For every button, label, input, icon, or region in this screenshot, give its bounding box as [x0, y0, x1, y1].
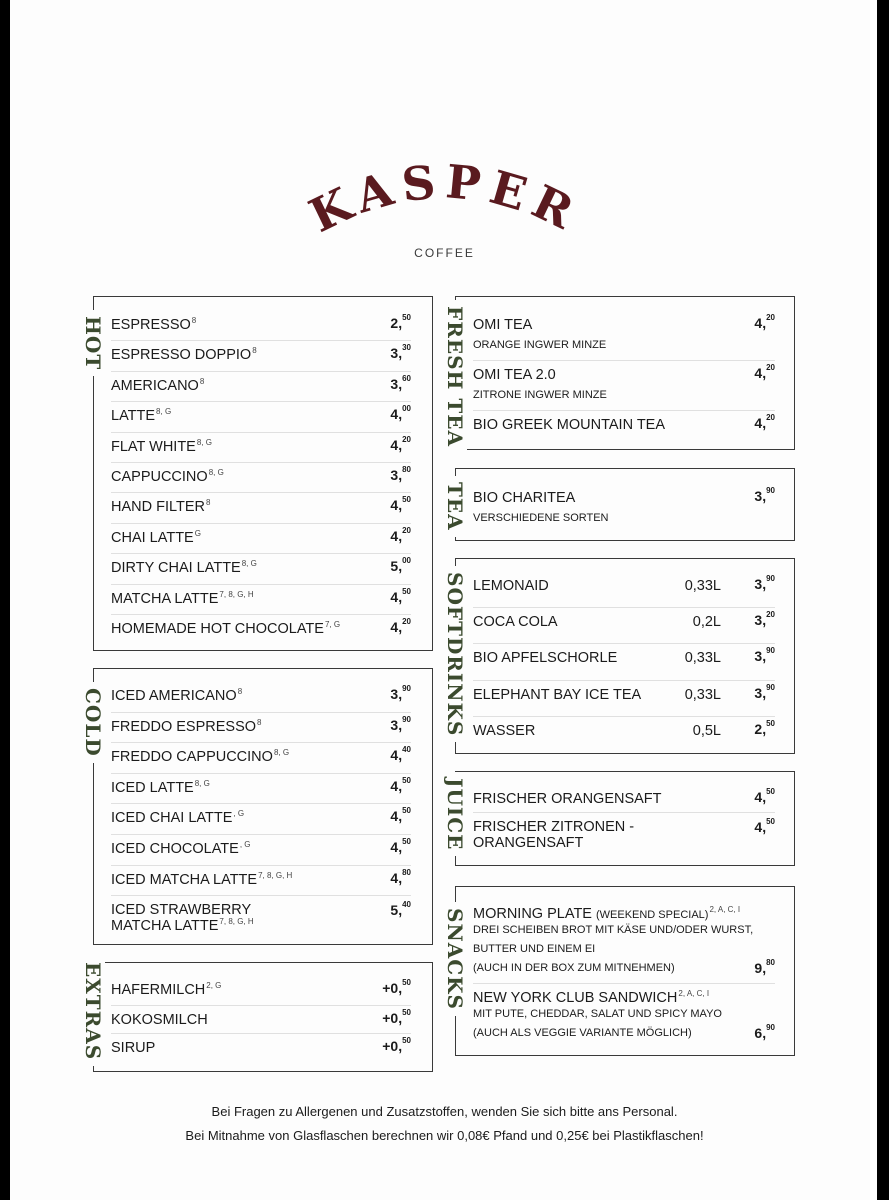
- softdrinks-item: [473, 608, 775, 644]
- allergen-codes: 2, G: [206, 981, 222, 990]
- item-name-text: ELEPHANT BAY ICE TEA: [473, 686, 642, 703]
- item-price: [390, 686, 411, 702]
- brand-tagline: COFFEE: [414, 246, 475, 260]
- snacks-item: [473, 984, 775, 1052]
- item-price: [390, 434, 411, 453]
- section-hot: HOT: [81, 310, 105, 376]
- allergen-codes: 8, G: [208, 468, 224, 477]
- item-volume: 0,2L: [692, 614, 721, 631]
- allergen-codes: 8: [206, 498, 211, 508]
- price-cents: 20: [766, 363, 775, 372]
- item-name-text: ICED AMERICANO: [111, 688, 237, 704]
- item-name: [111, 560, 257, 576]
- price-cents: 80: [402, 465, 411, 474]
- hot-item: [111, 585, 411, 615]
- item-price: [754, 315, 775, 331]
- cold-item: [111, 774, 411, 805]
- item-price: [754, 365, 775, 381]
- price-main: 9,: [754, 960, 767, 976]
- item-name: [111, 591, 254, 607]
- item-name-text: ICED MATCHA LATTE: [111, 871, 258, 888]
- item-name-text: FRISCHER ORANGENSAFT: [473, 791, 662, 807]
- item-price: [390, 586, 411, 605]
- item-price: [754, 960, 775, 976]
- item-price: [390, 902, 411, 918]
- item-price: [390, 747, 411, 763]
- item-name-text: FRISCHER ZITRONEN -: [473, 819, 635, 835]
- item-price: [754, 682, 775, 701]
- footer-allergen-note: Bei Fragen zu Allergenen und Zusatzstoffen, wenden Sie sich bitte ans Personal.: [211, 1104, 678, 1119]
- price-main: 3,: [754, 648, 767, 665]
- item-name-text: FREDDO ESPRESSO: [111, 718, 257, 735]
- price-main: 4,: [390, 808, 403, 825]
- item-name-text: HAFERMILCH: [111, 982, 206, 998]
- price-cents: 50: [766, 787, 775, 796]
- extras-item: [111, 1006, 411, 1034]
- price-main: 4,: [754, 819, 767, 835]
- item-name-text: AMERICANO: [111, 377, 199, 394]
- hot-item: [111, 433, 411, 463]
- item-price: [390, 619, 411, 635]
- cold-item: [111, 835, 411, 866]
- item-price: [754, 415, 775, 431]
- price-main: 3,: [390, 345, 403, 362]
- item-name: [473, 990, 709, 1006]
- item-name: [473, 317, 532, 333]
- allergen-codes: 2, A, C, I: [709, 905, 741, 914]
- price-main: 4,: [754, 365, 767, 381]
- item-name-text: SIRUP: [111, 1040, 156, 1056]
- item-name-text: DIRTY CHAI LATTE: [111, 560, 241, 577]
- item-name-text: ESPRESSO DOPPIO: [111, 347, 252, 364]
- price-cents: 20: [402, 525, 411, 535]
- price-cents: 50: [766, 718, 775, 728]
- price-cents: 90: [766, 682, 775, 692]
- price-cents: 50: [402, 313, 411, 322]
- cold-item: [111, 682, 411, 713]
- item-description: DREI SCHEIBEN BROT MIT KÄSE UND/ODER WURST,: [473, 924, 754, 936]
- item-name-text: LATTE: [111, 408, 156, 425]
- item-description: (AUCH IN DER BOX ZUM MITNEHMEN): [473, 962, 675, 974]
- softdrinks-item: [473, 572, 775, 608]
- price-main: +0,: [382, 980, 403, 996]
- item-price: [390, 839, 411, 855]
- price-main: 3,: [390, 716, 403, 733]
- hot-item: [111, 615, 411, 645]
- price-cents: 50: [402, 495, 411, 505]
- juice-item: [473, 813, 775, 859]
- price-main: 4,: [390, 619, 403, 635]
- price-cents: 20: [766, 313, 775, 322]
- item-price: [754, 819, 775, 835]
- price-main: 4,: [754, 789, 767, 805]
- item-price: [390, 525, 411, 544]
- item-name-text: ORANGENSAFT: [473, 835, 584, 851]
- price-cents: 20: [766, 610, 775, 620]
- item-name: [473, 687, 641, 703]
- price-cents: 80: [402, 867, 411, 877]
- price-main: 3,: [754, 576, 767, 592]
- allergen-codes: 8, G: [156, 407, 172, 417]
- allergen-codes: G: [194, 528, 201, 538]
- price-cents: 50: [402, 1008, 411, 1017]
- item-name-text: LEMONAID: [473, 578, 549, 594]
- item-name: [473, 723, 535, 739]
- item-price: [390, 406, 411, 422]
- snacks-item: [473, 900, 775, 984]
- item-price: [390, 775, 411, 794]
- allergen-codes: 7, 8, G, H: [258, 870, 293, 880]
- item-name: [111, 621, 340, 637]
- item-volume: 0,33L: [684, 686, 721, 703]
- price-cents: 20: [766, 413, 775, 422]
- item-price: [390, 558, 411, 574]
- price-main: 4,: [390, 527, 403, 544]
- price-main: 4,: [390, 588, 403, 605]
- item-name-text: OMI TEA: [473, 317, 533, 333]
- price-main: 3,: [390, 467, 403, 483]
- hot-item: [111, 554, 411, 584]
- price-main: +0,: [382, 1038, 403, 1054]
- price-main: 4,: [390, 436, 403, 453]
- section-extras: EXTRAS: [81, 956, 105, 1066]
- price-main: 3,: [754, 612, 767, 629]
- price-cents: 80: [766, 958, 775, 967]
- price-cents: 50: [402, 1036, 411, 1045]
- item-name-text: COCA COLA: [473, 614, 558, 631]
- fresh-tea-item: [473, 361, 775, 411]
- allergen-codes: 7, 8, G, H: [219, 917, 254, 927]
- item-volume: 0,33L: [684, 578, 721, 594]
- price-cents: 50: [402, 806, 411, 816]
- item-name-line2: [473, 835, 583, 851]
- item-volume: 0,5L: [692, 722, 721, 739]
- price-cents: 40: [402, 900, 411, 910]
- price-main: 4,: [390, 747, 403, 764]
- price-cents: 50: [402, 586, 411, 596]
- section-juice: JUICE: [443, 772, 467, 856]
- item-name: [111, 749, 289, 765]
- item-volume: 0,33L: [684, 650, 721, 667]
- item-price: [382, 1010, 411, 1026]
- item-name: [111, 688, 242, 704]
- cold-item: [111, 743, 411, 774]
- price-cents: 00: [402, 556, 411, 566]
- item-price: [390, 467, 411, 483]
- price-main: 2,: [754, 720, 767, 737]
- item-name-text: ICED STRAWBERRY: [111, 902, 252, 919]
- price-main: 3,: [390, 375, 403, 392]
- price-main: 3,: [754, 488, 767, 504]
- price-main: 3,: [390, 686, 403, 702]
- allergen-codes: , G: [233, 809, 245, 819]
- item-price: [390, 808, 411, 824]
- price-cents: 50: [402, 978, 411, 987]
- hot-item: [111, 372, 411, 402]
- price-main: 4,: [390, 839, 403, 855]
- item-name: [111, 347, 257, 363]
- item-name-text: MATCHA LATTE: [111, 918, 219, 935]
- price-cents: 20: [402, 434, 411, 444]
- price-main: 5,: [390, 902, 403, 919]
- item-name-text: MORNING PLATE: [473, 906, 592, 922]
- item-price: [754, 718, 775, 737]
- item-name: [473, 791, 662, 807]
- item-name: [473, 906, 740, 922]
- softdrinks-item: [473, 644, 775, 680]
- item-description: ORANGE INGWER MINZE: [473, 339, 607, 351]
- item-name-text: OMI TEA 2.0: [473, 367, 556, 383]
- item-name-text: WASSER: [473, 722, 536, 739]
- item-name: [111, 530, 201, 546]
- tea-item: [473, 484, 775, 530]
- item-name-text: ICED CHOCOLATE: [111, 841, 239, 857]
- item-name: [111, 378, 204, 394]
- price-main: 4,: [390, 497, 403, 514]
- item-name-text: ICED LATTE: [111, 779, 194, 796]
- item-name: [111, 1040, 155, 1056]
- price-main: 5,: [390, 558, 403, 575]
- price-cents: 90: [766, 486, 775, 495]
- extras-item: [111, 976, 411, 1006]
- item-name: [473, 819, 634, 835]
- allergen-codes: 8: [237, 687, 243, 696]
- item-tag: (WEEKEND SPECIAL): [595, 909, 709, 921]
- item-name-text: BIO APFELSCHORLE: [473, 650, 618, 667]
- item-price: [390, 315, 411, 331]
- fresh-tea-item: [473, 411, 775, 443]
- price-cents: 90: [402, 684, 411, 693]
- item-price: [390, 373, 411, 392]
- item-name: [473, 578, 549, 594]
- item-name: [111, 719, 261, 735]
- item-name-line2: [111, 918, 254, 934]
- price-cents: 90: [766, 1023, 775, 1032]
- allergen-codes: 8: [199, 376, 205, 386]
- item-price: [390, 497, 411, 513]
- item-price: [754, 1025, 775, 1041]
- price-cents: 90: [402, 714, 411, 724]
- item-description: (AUCH ALS VEGGIE VARIANTE MÖGLICH): [473, 1027, 692, 1039]
- item-price: [390, 867, 411, 886]
- price-cents: 20: [402, 617, 411, 626]
- item-name: [111, 982, 221, 998]
- price-cents: 00: [402, 404, 411, 414]
- price-main: 4,: [754, 415, 767, 431]
- item-price: [754, 576, 775, 592]
- item-price: [390, 714, 411, 733]
- allergen-codes: 8: [252, 346, 257, 356]
- price-cents: 50: [402, 837, 411, 846]
- allergen-codes: 7, G: [324, 620, 341, 629]
- item-price: [390, 345, 411, 361]
- item-description: ZITRONE INGWER MINZE: [473, 389, 607, 401]
- item-price: [382, 980, 411, 996]
- item-description: BUTTER UND EINEM EI: [473, 943, 596, 955]
- section-softdrinks: SOFTDRINKS: [443, 566, 467, 742]
- cold-item: [111, 866, 411, 897]
- price-main: 4,: [390, 777, 403, 794]
- brand-name: KASPER: [301, 154, 589, 243]
- allergen-codes: 8, G: [196, 437, 212, 447]
- item-name-text: CHAI LATTE: [111, 529, 194, 546]
- allergen-codes: 8, G: [273, 748, 290, 758]
- item-price: [754, 789, 775, 805]
- allergen-codes: 8, G: [241, 559, 257, 569]
- price-main: 4,: [390, 406, 403, 423]
- item-name: [111, 902, 251, 918]
- item-name-text: FLAT WHITE: [111, 438, 196, 455]
- hot-item: [111, 311, 411, 341]
- section-fresh-tea: FRESH TEA: [443, 300, 467, 453]
- price-main: 4,: [390, 869, 403, 886]
- item-name-text: FREDDO CAPPUCCINO: [111, 749, 273, 766]
- hot-item: [111, 524, 411, 554]
- item-name-text: KOKOSMILCH: [111, 1012, 208, 1028]
- section-snacks: SNACKS: [443, 902, 467, 1016]
- item-name-text: HAND FILTER: [111, 499, 205, 516]
- item-name: [111, 408, 171, 424]
- item-name: [111, 317, 196, 333]
- item-name: [111, 1012, 208, 1028]
- allergen-codes: 7, 8, G, H: [219, 589, 254, 599]
- softdrinks-item: [473, 681, 775, 717]
- hot-item: [111, 341, 411, 371]
- item-description: MIT PUTE, CHEDDAR, SALAT UND SPICY MAYO: [473, 1008, 722, 1020]
- price-main: 2,: [390, 315, 403, 331]
- price-cents: 90: [766, 646, 775, 656]
- price-cents: 50: [402, 775, 411, 785]
- section-tea: TEA: [443, 476, 467, 537]
- price-main: 4,: [754, 315, 767, 331]
- price-main: 3,: [754, 684, 767, 701]
- hot-item: [111, 402, 411, 432]
- fresh-tea-item: [473, 311, 775, 361]
- price-cents: 50: [766, 817, 775, 826]
- allergen-codes: 8, G: [194, 778, 210, 788]
- juice-item: [473, 785, 775, 813]
- item-name-text: HOMEMADE HOT CHOCOLATE: [111, 621, 324, 637]
- item-name-text: ESPRESSO: [111, 317, 191, 333]
- svg-text:KASPER: [301, 154, 589, 243]
- price-cents: 90: [766, 574, 775, 583]
- cold-item: [111, 804, 411, 835]
- item-name: [111, 810, 244, 826]
- price-main: 6,: [754, 1025, 767, 1041]
- price-cents: 60: [402, 373, 411, 383]
- item-name: [111, 439, 212, 455]
- allergen-codes: , G: [239, 840, 251, 849]
- hot-item: [111, 493, 411, 523]
- item-description: VERSCHIEDENE SORTEN: [473, 512, 609, 524]
- cold-item: [111, 713, 411, 744]
- item-price: [754, 648, 775, 664]
- item-name: [473, 490, 575, 506]
- item-name: [111, 469, 224, 485]
- item-name: [473, 417, 665, 433]
- item-name: [473, 367, 556, 383]
- price-cents: 30: [402, 343, 411, 353]
- item-price: [754, 488, 775, 504]
- cold-item: [111, 896, 411, 942]
- allergen-codes: 8: [191, 316, 197, 325]
- item-name: [111, 499, 210, 515]
- allergen-codes: 2, A, C, I: [678, 989, 710, 998]
- hot-item: [111, 463, 411, 493]
- softdrinks-item: [473, 717, 775, 753]
- footer-deposit-note: Bei Mitnahme von Glasflaschen berechnen wir 0,08€ Pfand und 0,25€ bei Plastikflaschen!: [185, 1128, 704, 1143]
- item-name: [473, 650, 617, 666]
- item-name-text: CAPPUCCINO: [111, 469, 208, 485]
- item-name-text: BIO GREEK MOUNTAIN TEA: [473, 417, 666, 433]
- price-main: +0,: [382, 1010, 403, 1026]
- item-name: [111, 841, 251, 857]
- item-name-text: NEW YORK CLUB SANDWICH: [473, 990, 678, 1006]
- section-cold: COLD: [81, 682, 105, 763]
- item-name-text: BIO CHARITEA: [473, 490, 576, 506]
- item-price: [382, 1038, 411, 1054]
- item-name-text: MATCHA LATTE: [111, 590, 219, 607]
- item-name: [473, 614, 558, 630]
- item-name-text: ICED CHAI LATTE: [111, 810, 233, 827]
- item-name: [111, 872, 292, 888]
- item-price: [754, 612, 775, 628]
- extras-item: [111, 1034, 411, 1062]
- price-cents: 40: [402, 745, 411, 755]
- allergen-codes: 8: [257, 717, 262, 727]
- item-name: [111, 780, 210, 796]
